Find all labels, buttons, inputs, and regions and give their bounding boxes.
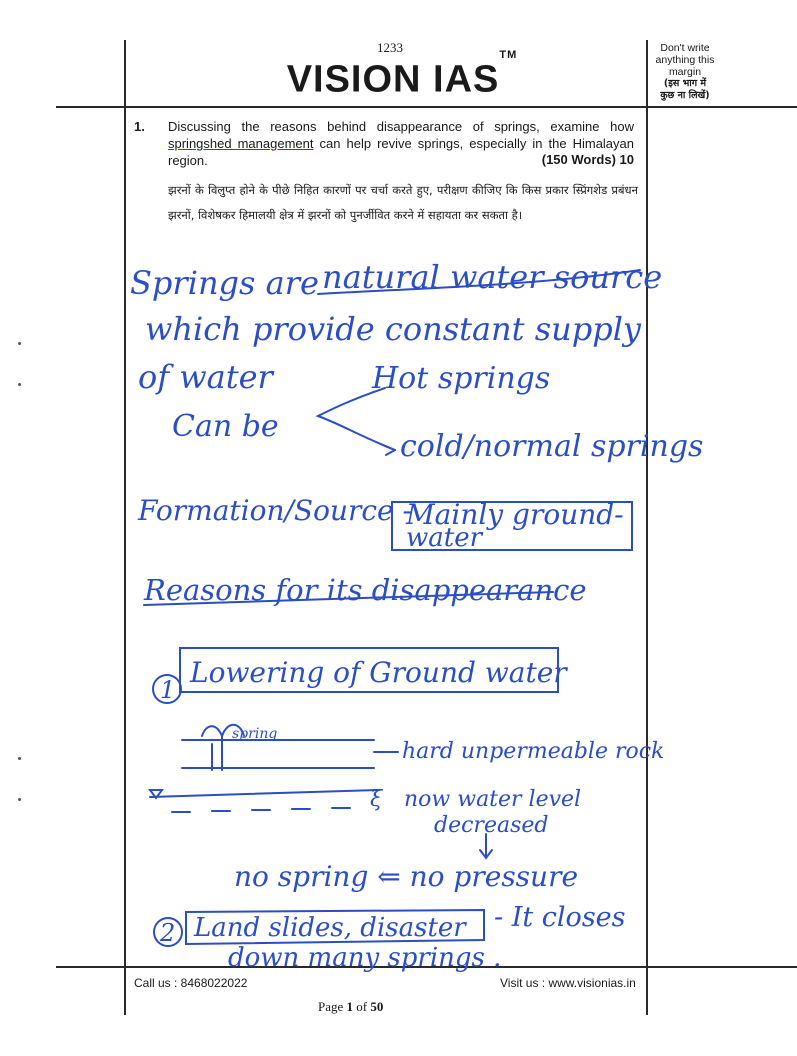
branch-arrow-tip (385, 446, 395, 455)
page-prefix: Page (318, 999, 347, 1014)
question-text-part: can help revive springs, especially in the Himalayan region. (168, 136, 634, 168)
logo-text: VISION IAS (286, 58, 500, 101)
diagram-water-label-2: decreased (434, 813, 549, 838)
question-marks: (150 Words) 10 (541, 152, 634, 167)
answer-line2: which provide constant supply (145, 310, 641, 348)
answer-line1b: natural water source (322, 258, 663, 296)
point1-number: 1 (160, 676, 176, 704)
diagram-spring-stem (212, 736, 222, 770)
page-code: 1233 (377, 40, 403, 55)
question-number: 1. (134, 119, 145, 134)
answer-line1a: Springs are (130, 264, 319, 302)
margin-note-line-hindi: कुछ ना लिखें) (660, 90, 710, 101)
diagram-groundwater-dashes (172, 808, 350, 812)
question-text-part: Discussing the reasons behind disappearance of springs, examine how (168, 119, 634, 134)
diagram-spring-label: spring (232, 726, 278, 742)
page-current: 1 (346, 999, 354, 1014)
formation-label: Formation/Source - (138, 494, 412, 527)
page-total: 50 (370, 999, 384, 1014)
trademark: TM (499, 49, 518, 61)
branch-bottom: cold/normal springs (400, 429, 704, 464)
question-hindi: झरनों के विलुप्त होने के पीछे निहित कारणों पर चर्चा करते हुए, परीक्षण कीजिए कि किस प्रकार स्प्रिंगशेड प्रबंधन झरनों, विशेषकर हिमालयी क्षेत्र में झरनों को पुनर्जीवित करने में सहायता कर सकता है। (168, 183, 638, 222)
point2-line2: down many springs . (228, 943, 502, 973)
formation-box-text-1: Mainly ground- (406, 498, 624, 531)
answer-line3: of water (138, 358, 273, 396)
diagram-symbol: ξ (370, 787, 383, 812)
reasons-heading: Reasons for its disappearance (144, 573, 587, 607)
result-line: no spring ⇐ no pressure (234, 860, 579, 893)
footer-visit: Visit us : www.visionias.in (500, 976, 636, 990)
point2-box-text: Land slides, disaster (194, 913, 466, 943)
page-number (318, 999, 383, 1015)
point2-rest: - It closes (494, 902, 626, 933)
margin-note-line-hindi: (इस भाग में (663, 78, 707, 89)
point2-number: 2 (160, 919, 176, 947)
margin-note-line: Don't write (660, 42, 710, 54)
diagram-water-label-1: now water level (404, 787, 582, 812)
point1-text: Lowering of Ground water (190, 656, 567, 689)
page-of: of (353, 999, 371, 1014)
formation-box-text-2: water (406, 523, 483, 553)
diagram-rock-label: hard unpermeable rock (402, 739, 665, 764)
branch-arrow (318, 388, 395, 450)
footer-call: Call us : 8468022022 (134, 976, 248, 990)
branch-top: Hot springs (372, 361, 551, 396)
margin-note-line: margin (668, 66, 702, 78)
diagram-water-level (150, 790, 378, 797)
margin-note-line: anything this (655, 54, 715, 66)
branch-label: Can be (172, 409, 279, 444)
question-underlined-term: springshed management (168, 136, 314, 151)
